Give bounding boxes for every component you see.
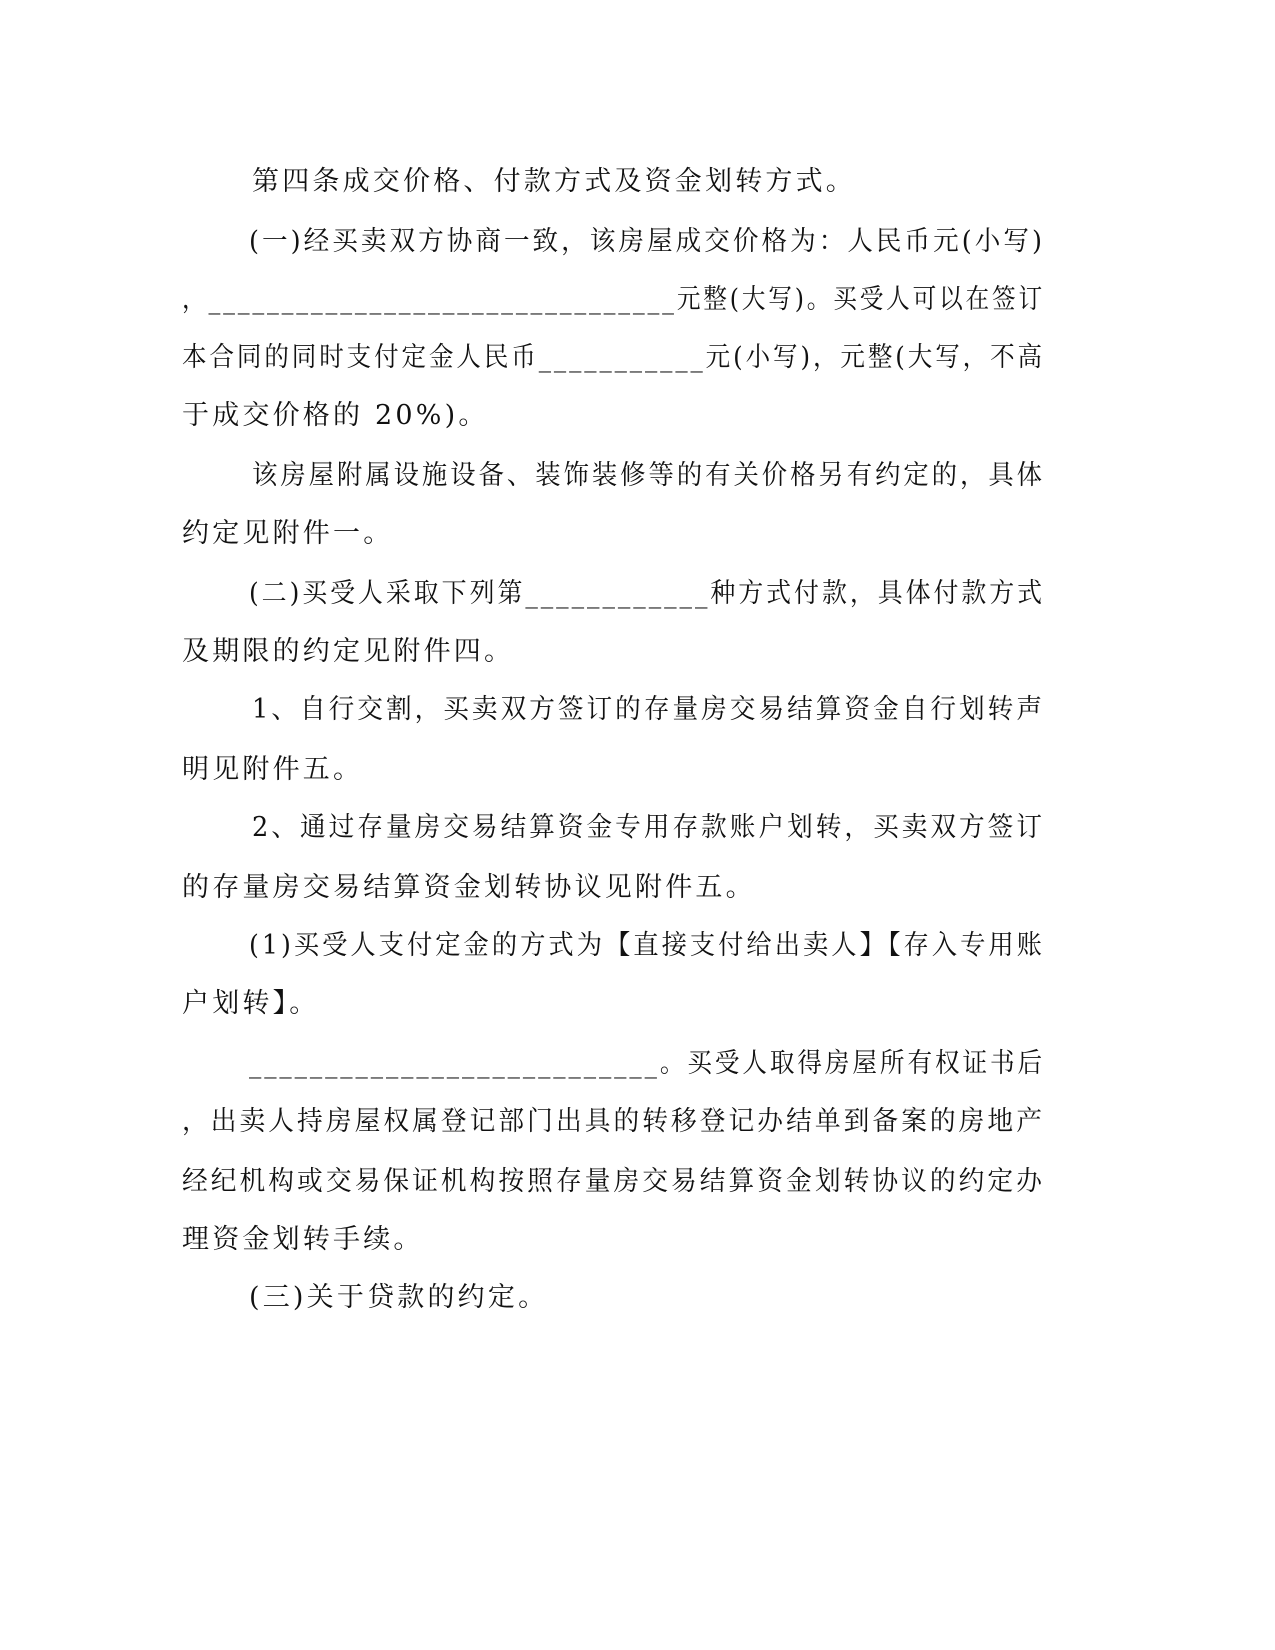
paragraph-line: 及期限的约定见附件四。 bbox=[182, 636, 515, 667]
paragraph-line: 户划转】。 bbox=[182, 988, 320, 1019]
paragraph-line: (三)关于贷款的约定。 bbox=[249, 1282, 549, 1313]
paragraph-line: ，出卖人持房屋权属登记部门出具的转移登记办结单到备案的房地产 bbox=[182, 1106, 1045, 1137]
paragraph-line: 经纪机构或交易保证机构按照存量房交易结算资金划转协议的约定办 bbox=[182, 1166, 1045, 1197]
paragraph-line: 1、自行交割，买卖双方签订的存量房交易结算资金自行划转声 bbox=[252, 694, 1045, 725]
paragraph-line: (一)经买卖双方协商一致，该房屋成交价格为：人民币元(小写) bbox=[249, 226, 1046, 257]
paragraph-line: 的存量房交易结算资金划转协议见附件五。 bbox=[182, 872, 756, 903]
paragraph-line: 2、通过存量房交易结算资金专用存款账户划转，买卖双方签订 bbox=[252, 812, 1045, 843]
paragraph-line: 于成交价格的 20%)。 bbox=[182, 400, 489, 431]
article-heading: 第四条成交价格、付款方式及资金划转方式。 bbox=[252, 166, 856, 197]
paragraph-line: 该房屋附属设施设备、装饰装修等的有关价格另有约定的，具体 bbox=[252, 460, 1046, 491]
paragraph-line: 本合同的同时支付定金人民币___________元(小写)，元整(大写，不高 bbox=[182, 342, 1045, 373]
paragraph-line: 理资金划转手续。 bbox=[182, 1224, 424, 1255]
paragraph-line: ___________________________。买受人取得房屋所有权证书后 bbox=[249, 1048, 1046, 1079]
paragraph-line: 约定见附件一。 bbox=[182, 518, 394, 549]
paragraph-line: (二)买受人采取下列第____________种方式付款，具体付款方式 bbox=[249, 578, 1046, 609]
paragraph-line: 明见附件五。 bbox=[182, 754, 364, 785]
paragraph-line: ，________________________________元整(大写)。买受人可以在签订 bbox=[182, 284, 1045, 315]
paragraph-line: (1)买受人支付定金的方式为【直接支付给出卖人】【存入专用账 bbox=[249, 930, 1045, 961]
